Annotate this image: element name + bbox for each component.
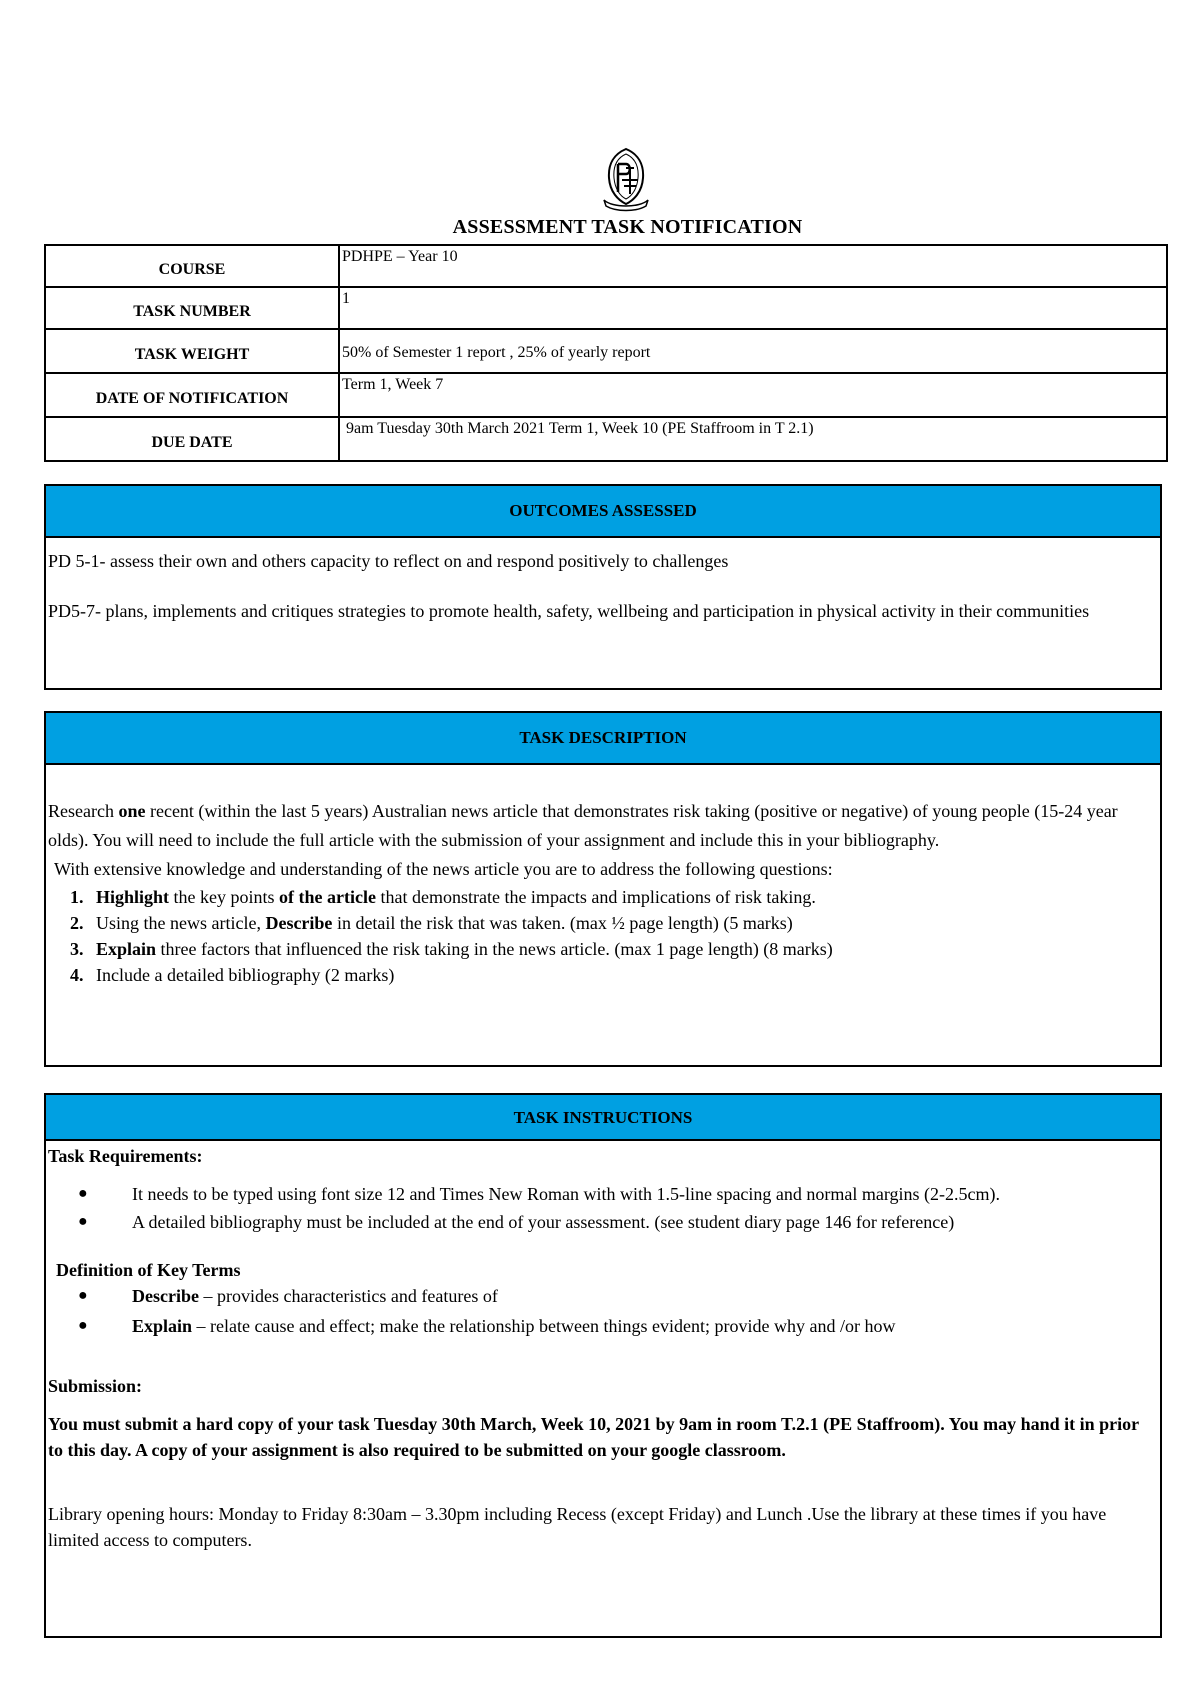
description-intro: Research one recent (within the last 5 years) Australian news article that demonstrates risk taking (positive or negative) of young people (15-24 year olds). You will need to include the full article with the submission of your assignment and include this in your bibliography. [48, 801, 1118, 850]
question-list [48, 884, 1158, 988]
course-label: COURSE [45, 245, 339, 287]
list-item: ● It needs to be typed using font size 12 and Times New Roman with with 1.5-line spacing and normal margins (2-2.5cm). [48, 1181, 1158, 1207]
notification-date-value: Term 1, Week 7 [339, 373, 1167, 417]
submission-text: You must submit a hard copy of your task Tuesday 30th March, Week 10, 2021 by 9am in room T.2.1 (PE Staffroom). You may hand it in prior to this day. A copy of your assignment is also required to be submitted on your google classroom. [48, 1414, 1139, 1460]
task-weight-label: TASK WEIGHT [45, 329, 339, 373]
notification-date-label: DATE OF NOTIFICATION [45, 373, 339, 417]
table-row [45, 245, 1167, 287]
bullet-dot-icon: ● [78, 1287, 88, 1304]
table-row [45, 287, 1167, 329]
course-value: PDHPE – Year 10 [339, 245, 1167, 287]
description-lead: With extensive knowledge and understanding of the news article you are to address the following questions: [54, 859, 833, 879]
description-section [44, 711, 1162, 1067]
instructions-section [44, 1093, 1162, 1638]
outcomes-section [44, 484, 1162, 690]
outcome-item: PD5-7- plans, implements and critiques strategies to promote health, safety, wellbeing and participation in physical activity in their communities [48, 601, 1090, 621]
description-heading: TASK DESCRIPTION [46, 713, 1160, 765]
requirements-heading: Task Requirements: [48, 1146, 203, 1166]
table-row [45, 329, 1167, 373]
list-item: ● Describe – provides characteristics and features of [48, 1283, 1158, 1309]
submission-heading: Submission: [48, 1376, 143, 1396]
school-crest-icon [600, 146, 652, 212]
bullet-dot-icon: ● [78, 1185, 88, 1202]
list-item: 4. Include a detailed bibliography (2 marks) [88, 962, 1158, 988]
list-item: 1. Highlight the key points of the article that demonstrate the impacts and implications of risk taking. [88, 884, 1158, 910]
library-text: Library opening hours: Monday to Friday 8:30am – 3.30pm including Recess (except Friday) and Lunch .Use the library at these times if you have limited access to computers. [48, 1504, 1107, 1550]
list-item: 2. Using the news article, Describe in detail the risk that was taken. (max ½ page length) (5 marks) [88, 910, 1158, 936]
list-item: ● A detailed bibliography must be included at the end of your assessment. (see student diary page 146 for reference) [48, 1209, 1158, 1235]
info-table [44, 244, 1168, 462]
requirements-list [48, 1181, 1158, 1235]
task-number-value: 1 [339, 287, 1167, 329]
instructions-heading: TASK INSTRUCTIONS [46, 1095, 1160, 1141]
table-row [45, 417, 1167, 461]
outcomes-heading: OUTCOMES ASSESSED [46, 486, 1160, 538]
due-date-value: 9am Tuesday 30th March 2021 Term 1, Week 10 (PE Staffroom in T 2.1) [339, 417, 1167, 461]
due-date-label: DUE DATE [45, 417, 339, 461]
bullet-dot-icon: ● [78, 1317, 88, 1334]
table-row [45, 373, 1167, 417]
task-weight-value: 50% of Semester 1 report , 25% of yearly report [339, 329, 1167, 373]
terms-heading: Definition of Key Terms [56, 1260, 241, 1280]
list-item: ● Explain – relate cause and effect; make the relationship between things evident; provide why and /or how [48, 1313, 1158, 1339]
terms-list [48, 1283, 1158, 1339]
outcome-item: PD 5-1- assess their own and others capacity to reflect on and respond positively to challenges [48, 551, 729, 571]
list-item: 3. Explain three factors that influenced the risk taking in the news article. (max 1 page length) (8 marks) [88, 936, 1158, 962]
page-title: ASSESSMENT TASK NOTIFICATION [452, 216, 803, 238]
bullet-dot-icon: ● [78, 1213, 88, 1230]
task-number-label: TASK NUMBER [45, 287, 339, 329]
